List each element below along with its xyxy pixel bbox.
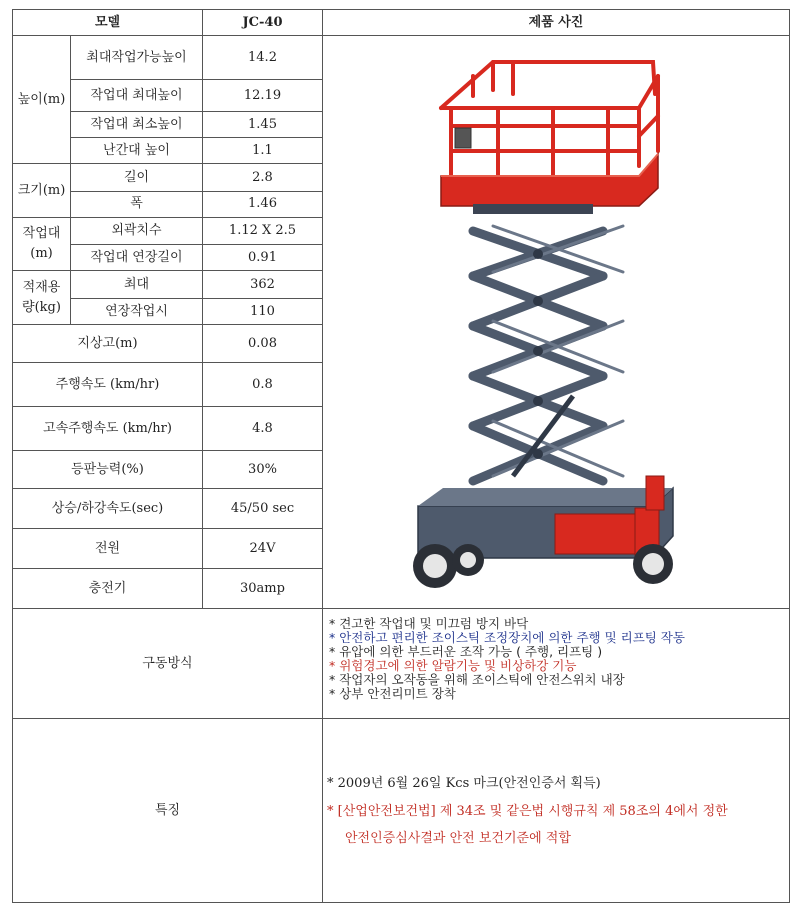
height-group-label: 높이(m) bbox=[13, 36, 71, 164]
row-value: 362 bbox=[203, 271, 323, 299]
row-label: 외곽치수 bbox=[71, 217, 203, 245]
header-row bbox=[13, 10, 790, 36]
row-label: 길이 bbox=[71, 164, 203, 192]
size-group-label: 크기(m) bbox=[13, 164, 71, 218]
row-label: 작업대 최대높이 bbox=[71, 80, 203, 112]
row-value: 2.8 bbox=[203, 164, 323, 192]
drive-label: 구동방식 bbox=[13, 609, 323, 719]
row-label: 등판능력(%) bbox=[13, 451, 203, 489]
row-value: 24V bbox=[203, 529, 323, 569]
row-value: 1.12 X 2.5 bbox=[203, 217, 323, 245]
row-label: 폭 bbox=[71, 191, 203, 217]
row-label: 연장작업시 bbox=[71, 299, 203, 325]
bullet-item: * 유압에 의한 부드러운 조작 가능 ( 주행, 리프팅 ) bbox=[329, 644, 603, 659]
row-value: 1.45 bbox=[203, 112, 323, 138]
bullet-item: * 안전하고 편리한 조이스틱 조정장치에 의한 주행 및 리프팅 작동 bbox=[329, 630, 685, 645]
row-value: 30amp bbox=[203, 569, 323, 609]
platform-group-label: 작업대(m) bbox=[13, 217, 71, 271]
row-label: 작업대 최소높이 bbox=[71, 112, 203, 138]
features-row bbox=[13, 719, 790, 903]
row-label: 작업대 연장길이 bbox=[71, 245, 203, 271]
row-label: 고속주행속도 (km/hr) bbox=[13, 407, 203, 451]
row-value: 45/50 sec bbox=[203, 489, 323, 529]
row-label: 충전기 bbox=[13, 569, 203, 609]
row-label: 상승/하강속도(sec) bbox=[13, 489, 203, 529]
feature-line: 안전인증심사결과 안전 보건기준에 적합 bbox=[345, 831, 571, 846]
row-label: 전원 bbox=[13, 529, 203, 569]
features-label: 특징 bbox=[13, 719, 323, 903]
load-group-label: 적재용량(kg) bbox=[13, 271, 71, 325]
spec-table bbox=[12, 9, 790, 903]
drive-bullet-list bbox=[323, 609, 790, 719]
row-value: 30% bbox=[203, 451, 323, 489]
model-value: JC-40 bbox=[203, 10, 323, 36]
row-value: 0.08 bbox=[203, 325, 323, 363]
photo-label: 제품 사진 bbox=[323, 10, 790, 36]
bullet-item: * 위험경고에 의한 알람기능 및 비상하강 기능 bbox=[329, 658, 577, 673]
product-photo-cell bbox=[323, 36, 790, 609]
row-value: 12.19 bbox=[203, 80, 323, 112]
table-row bbox=[13, 36, 790, 80]
bullet-item: * 견고한 작업대 및 미끄럼 방지 바닥 bbox=[329, 616, 529, 631]
feature-line: * [산업안전보건법] 제 34조 및 같은법 시행규칙 제 58조의 4에서 정한 bbox=[327, 803, 728, 819]
feature-line: * 2009년 6월 26일 Kcs 마크(안전인증서 획득) bbox=[327, 776, 601, 791]
row-label: 최대작업가능높이 bbox=[71, 36, 203, 80]
row-label: 주행속도 (km/hr) bbox=[13, 363, 203, 407]
row-value: 1.1 bbox=[203, 138, 323, 164]
row-value: 110 bbox=[203, 299, 323, 325]
bullet-item: * 상부 안전리미트 장착 bbox=[329, 686, 456, 701]
drive-row bbox=[13, 609, 790, 719]
scissor-lift-image bbox=[323, 36, 789, 608]
row-value: 14.2 bbox=[203, 36, 323, 80]
row-label: 최대 bbox=[71, 271, 203, 299]
row-value: 4.8 bbox=[203, 407, 323, 451]
row-label: 지상고(m) bbox=[13, 325, 203, 363]
features-text bbox=[323, 719, 790, 903]
row-label: 난간대 높이 bbox=[71, 138, 203, 164]
row-value: 0.91 bbox=[203, 245, 323, 271]
row-value: 1.46 bbox=[203, 191, 323, 217]
bullet-item: * 작업자의 오작동을 위해 조이스틱에 안전스위치 내장 bbox=[329, 672, 625, 687]
row-value: 0.8 bbox=[203, 363, 323, 407]
model-label: 모델 bbox=[13, 10, 203, 36]
